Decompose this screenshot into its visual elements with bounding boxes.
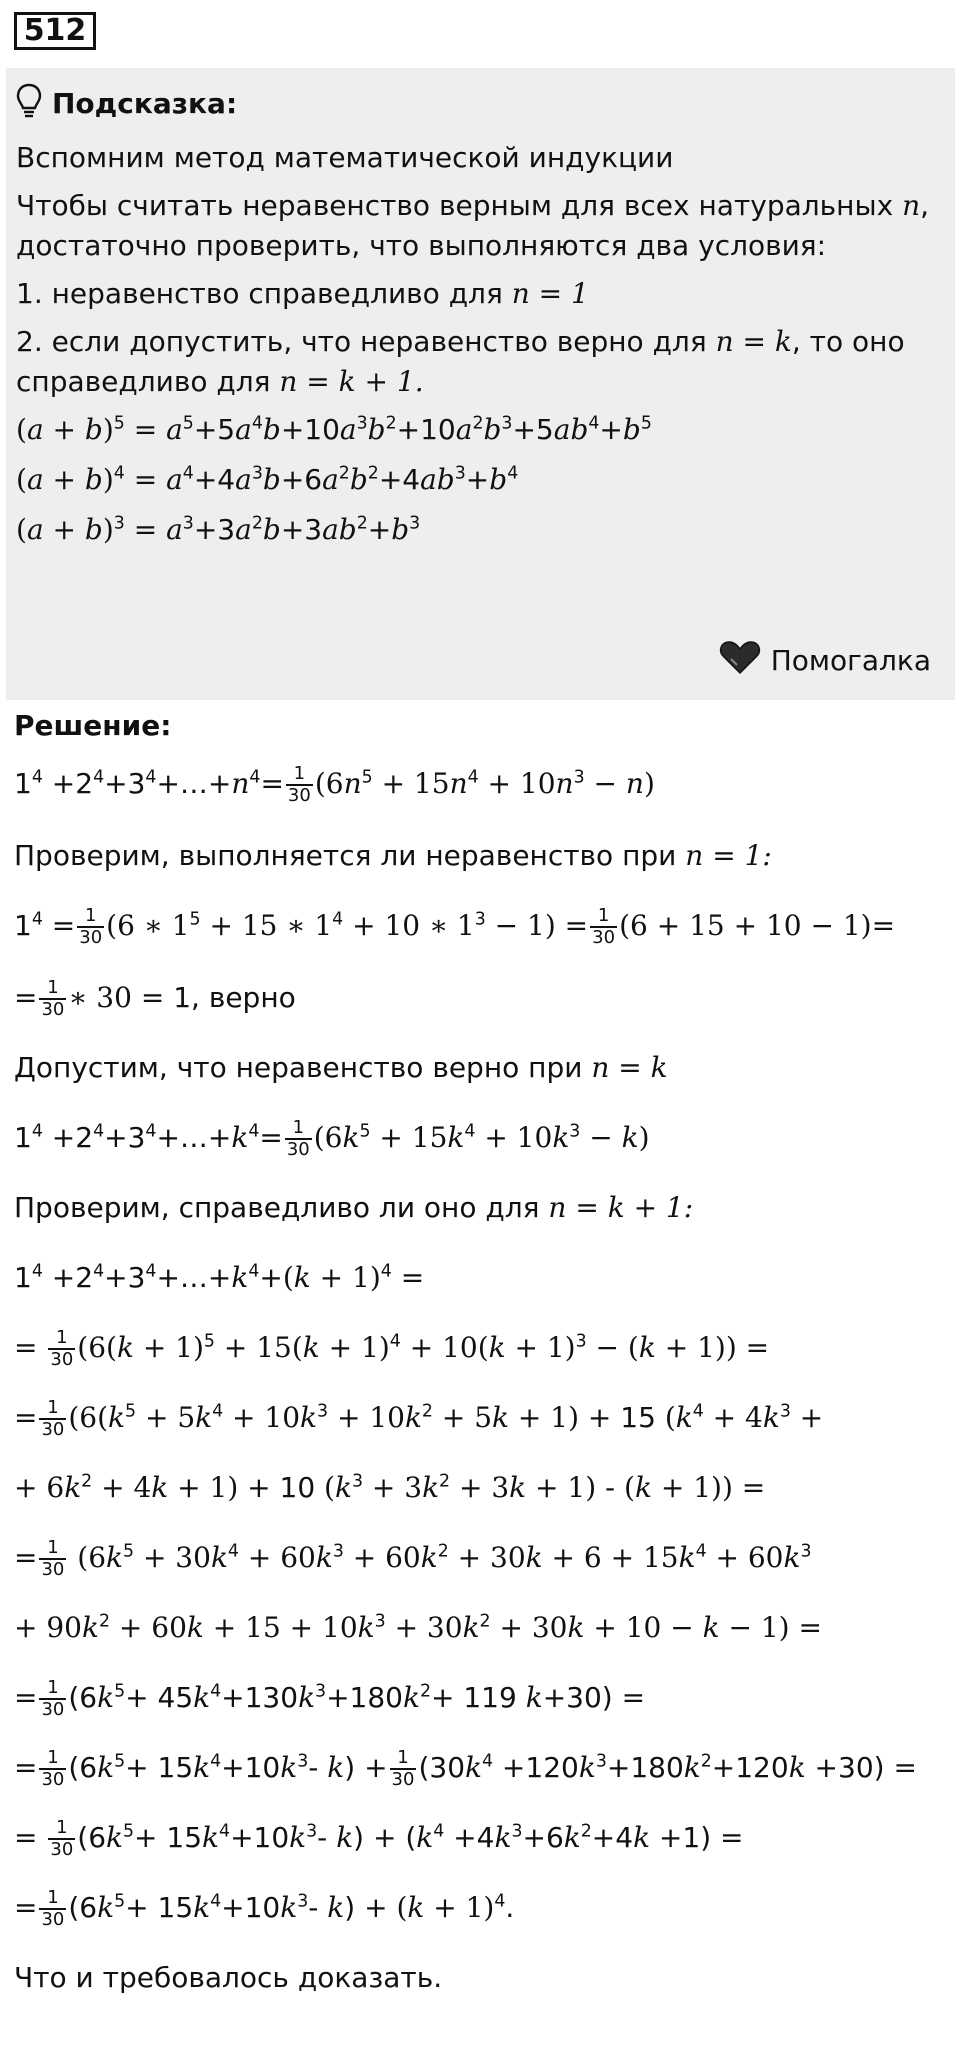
hint-title: Подсказка: [52,86,238,120]
assume-n-k: Допустим, что неравенство верно при n = k [14,1051,668,1084]
step-7: = $\frac{1}{30}$ ($6k^5+ 15k^4+10k^3-$ k) + $\frac{1}{30}$ $(30k^4 +120k^3+180k^2+120k +30)$ = [14,1747,917,1790]
brand-link[interactable] [719,639,931,682]
formula-statement: $1^4$ $+2^4+3^4+\dots+n^4=$ $\frac{1}{30}$ $(6n^5 + 15n^4 + 10n^3 - n)$ [14,763,655,806]
step-1: = $\frac{1}{30}$ $(6(k + 1)^5 + 15(k + 1)^4 + 10(k + 1)^3 - (k + 1))$ = [14,1327,770,1370]
step-8: = $\frac{1}{30}$ ($6k^5+ 15k^4+10k^3-$ $k) + (k^4 +4k^3+6k^2+4k +1)$ = [14,1817,744,1860]
base-case-line-1: $1^4$ = $\frac{1}{30}$ (6 ∗ $1^5 + 15$ ∗ $1^4 + 10$ ∗ $1^3 - 1$) = $\frac{1}{30}$ (6 + 15 + 10 − 1)= [14,905,896,948]
hint-panel [6,68,955,700]
solution [14,704,954,2026]
binomial-4: $(a + b)^4 = a^4+4a^3b+6a^2b^2+4ab^3+b^4$ [16,463,519,496]
check-k-plus-1: Проверим, справедливо ли оно для n = k + 1: [14,1191,694,1224]
brand-label: Помогалка [770,644,931,677]
heart-icon [719,639,761,682]
hint-condition-1: 1. неравенство справедливо для n = 1 [16,277,589,310]
step-9: = $\frac{1}{30}$ ($6k^5+ 15k^4+10k^3-$ $k) + (k + 1)^4$. [14,1887,515,1930]
lightbulb-icon [16,83,42,123]
hint-paragraph: Чтобы считать неравенство верным для всех натуральных n, достаточно проверить, что выполняются два условия: [16,189,930,262]
problem-number: 512 [14,12,96,50]
base-case-line-2: = $\frac{1}{30}$ ∗ 30 = 1, верно [14,977,296,1020]
assumption-formula: $1^4$ $+2^4+3^4+\dots+k^4=$ $\frac{1}{30}$ $(6k^5 + 15k^4 + 10k^3 - k)$ [14,1117,650,1160]
binomial-3: $(a + b)^3 = a^3+3a^2b+3ab^2+b^3$ [16,513,421,546]
step-3: + $6k^2 + 4k + 1) + 10$ $(k^3 + 3k^2 + 3k + 1) - (k + 1)$) = [14,1471,766,1504]
step-sum: $1^4$ $+2^4+3^4+\dots+k^4+(k + 1)^4$ = [14,1261,425,1294]
binomial-5: $(a + b)^5 = a^5+5a^4b+10a^3b^2+10a^2b^3+5ab^4+b^5$ [16,413,652,446]
step-6: = $\frac{1}{30}$ ($6k^5+ 45k^4+130k^3+180k^2+ 119$ k+30) = [14,1677,646,1720]
check-n1: Проверим, выполняется ли неравенство при n = 1: [14,839,772,872]
solution-title: Решение: [14,709,172,742]
step-4: = $\frac{1}{30}$ ($6k^5 + 30k^4 + 60k^3 + 60k^2 + 30k + 6 + 15k^4 + 60k^3$ [14,1537,812,1580]
hint-header [16,76,945,130]
hint-intro: Вспомним метод математической индукции [16,141,674,174]
step-2: = $\frac{1}{30}$ ($6(k^5 + 5k^4 + 10k^3 + 10k^2 + 5k + 1) + 15$ ($k^4 + 4k^3$ + [14,1397,824,1440]
conclusion: Что и требовалось доказать. [14,1961,443,1994]
step-5: + $90k^2 + 60k + 15 + 10k^3 + 30k^2 + 30k + 10 - k - 1$) = [14,1611,822,1644]
hint-condition-2: 2. если допустить, что неравенство верно для n = k, то оно справедливо для n = k + 1. [16,325,905,398]
